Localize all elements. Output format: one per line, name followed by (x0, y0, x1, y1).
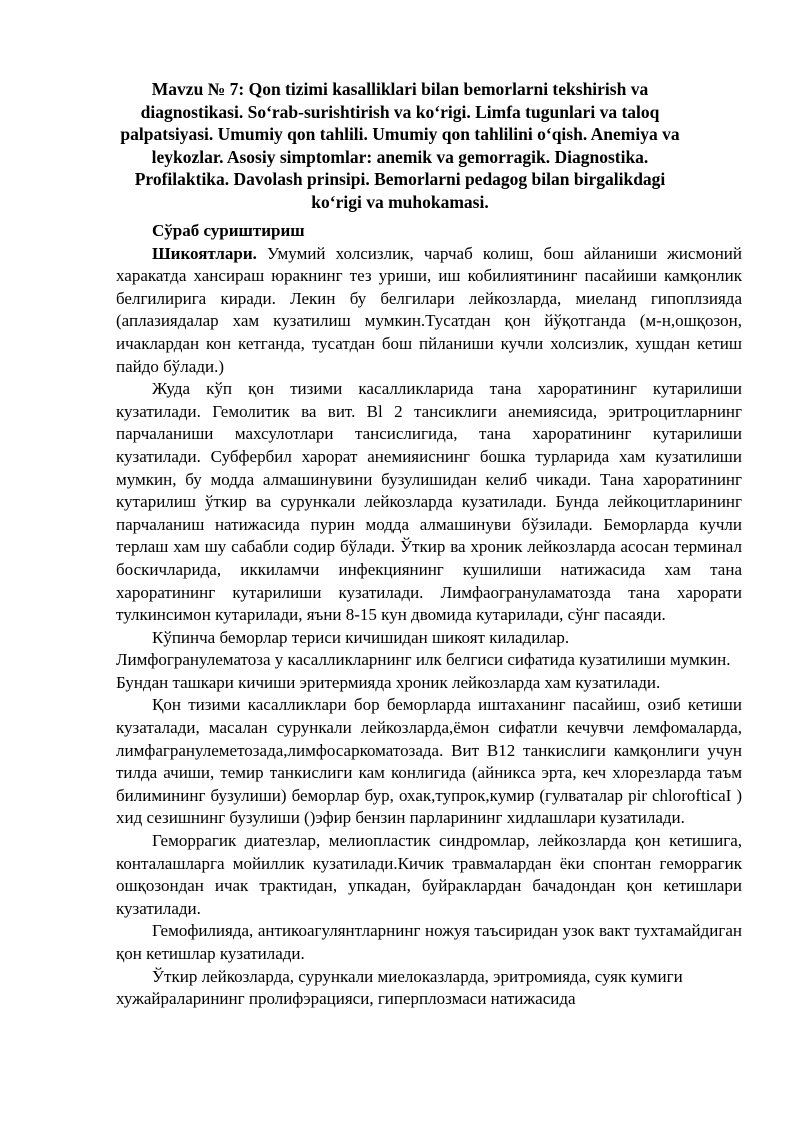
paragraph-7: Ўткир лейкозларда, сурункали миелоказларда, эритромияда, суяк кумиги хужайраларининг пролифэрацияси, гиперплозмаси натижасида (116, 966, 683, 1009)
document-title: Mavzu № 7: Qon tizimi kasalliklari bilan bemorlarni tekshirish va diagnostikasi. So‘rab-surishtirish va ko‘rigi. Limfa tugunlari va taloq palpatsiyasi. Umumiy qon tahlili. Umumiy qon tahlilini o‘qish. Anemiya va leykozlar. Asosiy simptomlar: anemik va gemorragik. Diagnostika. Profilaktika. Davolash prinsipi. Bemorlarni pedagog bilan birgalikdagi ko‘rigi va muhokamasi. (120, 79, 680, 212)
paragraph-2: Жуда кўп қон тизими касалликларида тана хароратининг кутарилиши кузатилади. Гемолитик ва вит. Вl 2 тансиклиги анемиясида, эритроцитларнинг парчаланиши махсулотлари тансислигида, тана хароратининг кутарилиши кузатилади. Субфербил харорат анемияиснинг бошка турларида хам кузатилиши мумкин, бу модда алмашинувини бузулишидан келиб чикади. Тана хароратининг кутарилиш ўткир ва сурункали лейкозларда кузатилади. Бунда лейкоцитларининг парчаланиш натижасида пурин модда алмашинуви бўзилади. Беморларда кучли терлаш хам шу сабабли содир бўлади. Ўткир ва хроник лейкозларда асосан терминал боскичларида, иккиламчи инфекциянинг кушилиши натижасида хам тана хароратининг кутарилиши кузатилади. Лимфаогрануламатозда тана харорати тулкинсимон кутарилади, яъни 8-15 кун двомида кутарилади, сўнг пасаяди. (116, 379, 742, 625)
paragraph-3-rest: Лимфогранулематоза у касалликларнинг илк белгиси сифатида кузатилиши мумкин. Бундан ташкари кичиши эритермияда хроник лейкозларда хам кузатилади. (116, 650, 731, 692)
complaints-label: Шикоятлари. (152, 243, 257, 263)
paragraph-4: Қон тизими касалликлари бор беморларда иштаханинг пасайиш, озиб кетиши кузаталади, масалан сурункали лейкозларда,ёмон сифатли кечувчи лемфомаларда, лимфагранулеметозада,лимфосаркоматозада. Вит В12 танкислиги камқонлиги учун тилда ачиши, темир танкислиги кам конлигида (айникса эрта, кеч хлорезларда таъм билимининг бузулиши) беморлар бур, охак,тупрок,кумир (гулваталар pir chlorofticaI ) хид сезишнинг бузулиши ()эфир бензин парларининг хидлашлари кузатилади. (116, 695, 742, 828)
paragraph-1-text: Умумий холсизлик, чарчаб колиш, бош айланиши жисмоний харакатда хансираш юракнинг тез уриши, иш кобилиятининг пасайиши камқонлик белгилирига киради. Лекин бу белгилари лейкозларда, миеланд гипоплзияда (аплазиядалар хам кузатилиш мумкин.Тусатдан қон йўқотганда (м-н,ошқозон, ичаклардан кон кетганда, тусатдан бош пйланиши кучли холсизлик, хушдан кетиш пайдо бўлади.) (116, 243, 743, 376)
section-heading: Сўраб суриштириш (152, 221, 305, 240)
paragraph-6: Гемофилияда, антикоагулянтларнинг ножуя таъсиридан узок вакт тухтамайдиган қон кетишлар кузатилади. (116, 921, 742, 963)
paragraph-3-first-line: Кўпинча беморлар териси кичишидан шикоят киладилар. (152, 627, 570, 647)
paragraph-5: Геморрагик диатезлар, мелиопластик синдромлар, лейкозларда қон кетишига, конталашларга мойиллик кузатилади.Кичик травмалардан ёки спонтан геморрагик ошқозондан ичак трактидан, упкадан, буйраклардан бачадондан қон кетишлари кузатилади. (116, 831, 742, 918)
paragraph-complaints (116, 243, 742, 379)
document-body (116, 220, 742, 1011)
